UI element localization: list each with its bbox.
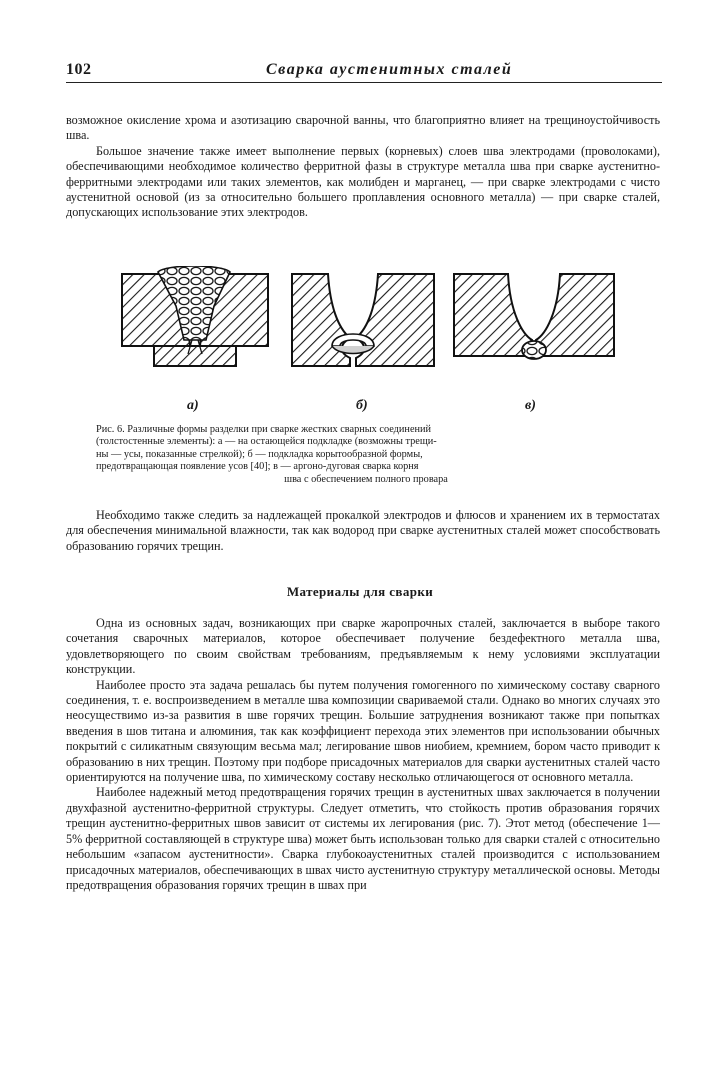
figure-drawing <box>118 266 618 416</box>
text-block-bottom <box>66 616 660 893</box>
caption-line: ны — усы, показанные стрелкой); б — подкладка корытообразной формы, <box>96 448 423 460</box>
figure-panel-v <box>454 274 614 359</box>
caption-line: шва с обеспечением полного провара <box>284 473 448 485</box>
text-block-top <box>66 113 660 221</box>
figure-label-a: а) <box>187 398 199 413</box>
figure-panel-a <box>122 266 268 366</box>
caption-line: предотвращающая появление усов [40]; в — аргоно-дуговая сварка корня <box>96 461 419 473</box>
paragraph: Наиболее надежный метод предотвращения горячих трещин в аустенитных швах заключается в получении двухфазной аустенитно-ферритной структуры. Следует отметить, что стойкость против образования горячих трещин аустенитно-ферритных швов зависит от системы их легирования (рис. 7). Этот метод (обеспечение 1—5% ферритной составляющей в структуре шва) может быть использован только для сварки сталей с относительно небольшим «запасом аустенитности». Сварка глубокоаустенитных сталей производится с использованием присадочных материалов, обеспечивающих в швах чисто аустенитную структуру металлической основы. Методы предотвращения образования горячих трещин в швах при <box>66 785 660 892</box>
figure-panel-b <box>292 274 434 366</box>
page-number: 102 <box>66 61 92 78</box>
figure-label-v: в) <box>525 398 536 413</box>
paragraph: возможное окисление хрома и азотизацию сварочной ванны, что благоприятно влияет на трещиноустойчивость шва. <box>66 113 660 143</box>
header-rule <box>66 82 662 83</box>
figure-caption <box>96 424 636 486</box>
caption-line: Рис. 6. Различные формы разделки при сварке жестких сварных соединений <box>96 424 432 435</box>
running-title: Сварка аустенитных сталей <box>266 61 513 78</box>
caption-line: (толстостенные элементы): а — на остающейся подкладке (возможны трещи- <box>96 436 437 448</box>
page-header <box>66 55 662 85</box>
paragraph: Большое значение также имеет выполнение первых (корневых) слоев шва электродами (проволоками), обеспечивающими необходимое количество ферритной фазы в структуре металла шва при сварке аустенитно-ферритными электродами или таких элементов, как молибден и марганец, — при сварке электродами с чисто аустенитной основой (из за относительно большего проплавления основного металла) — при сварке сталей, допускающих использование этих электродов. <box>66 143 660 220</box>
figure-6 <box>118 266 618 416</box>
figure-label-b: б) <box>356 398 368 413</box>
paragraph: Необходимо также следить за надлежащей прокалкой электродов и флюсов и хранением их в термостатах для обеспечения минимальной влажности, так как водород при сварке аустенитных сталей может способствовать образованию горячих трещин. <box>66 508 660 553</box>
paragraph: Наиболее просто эта задача решалась бы путем получения гомогенного по химическому составу сварного соединения, т. е. воспроизведением в металле шва композиции свариваемой стали. Однако во многих случаях это неосуществимо из-за развития в шве горячих трещин. Большие затруднения возникают также при попытках введения в шов титана и алюминия, так как коэффициент перехода этих элементов при использовании обычных покрытий с силикатным связующим весьма мал; легирование швов ниобием, кремнием, бором часто приводит к образованию в них трещин. Поэтому при подборе присадочных материалов для сварки аустенитных сталей часто ориентируются на получение шва, по химическому составу несколько отличающегося от основного металла. <box>66 677 660 785</box>
paragraph: Одна из основных задач, возникающих при сварке жаропрочных сталей, заключается в выборе такого сочетания сварочных материалов, которое обеспечивает получение бездефектного металла шва, удовлетворяющего по своим свойствам требованиям, предъявляемым к нему условиями эксплуатации конструкции. <box>66 616 660 677</box>
section-heading: Материалы для сварки <box>286 584 434 599</box>
text-block-middle <box>66 508 660 554</box>
